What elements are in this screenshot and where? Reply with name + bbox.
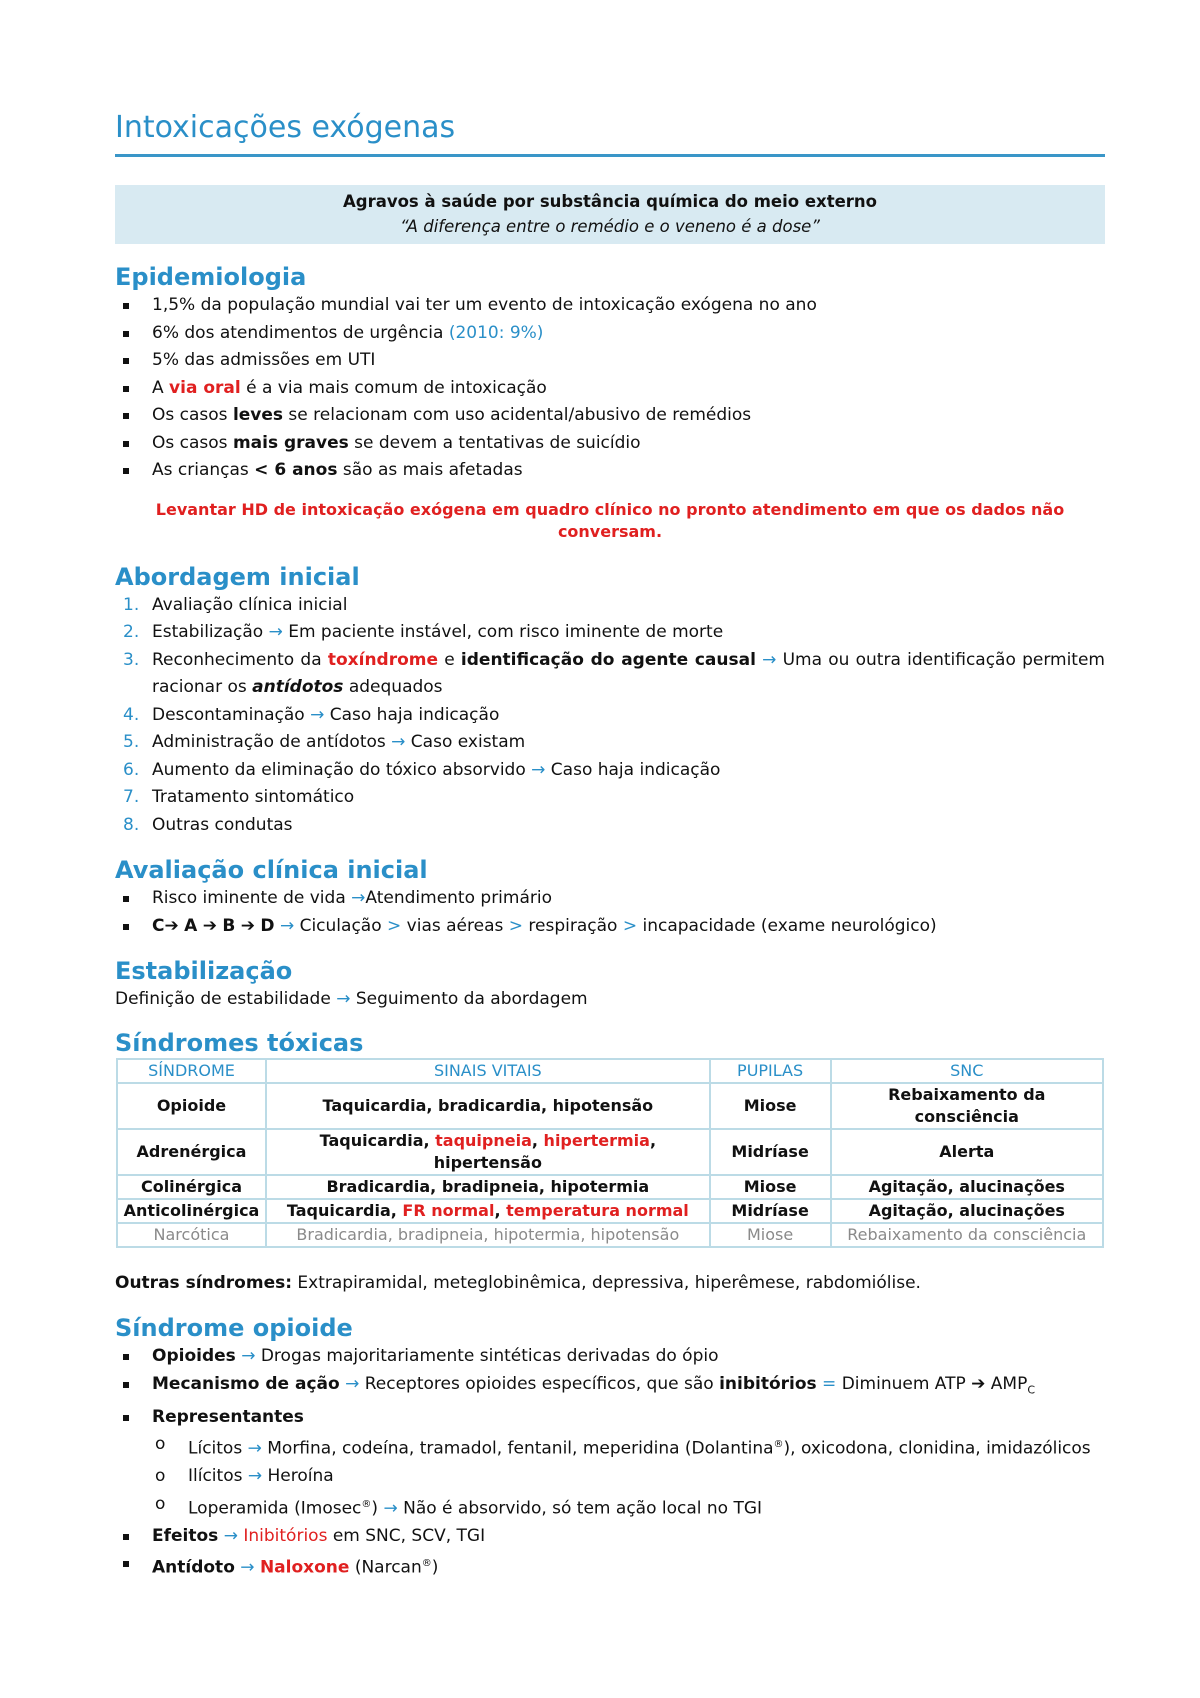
- list-item: 6. Aumento da eliminação do tóxico absorvido → Caso haja indicação: [123, 759, 721, 780]
- clinical-alert: Levantar HD de intoxicação exógena em quadro clínico no pronto atendimento em que os dados não conversam.: [155, 499, 1065, 542]
- arrow-head-icon: ➔: [164, 915, 179, 936]
- list-item: Antídoto → Naloxone (Narcan®): [115, 1550, 1105, 1582]
- list-item: o Lícitos → Morfina, codeína, tramadol, fentanil, meperidina (Dolantina®), oxicodona, clonidina, imidazólicos: [155, 1434, 1091, 1459]
- list-item: 5. Administração de antídotos → Caso existam: [123, 732, 526, 753]
- list-item: As crianças < 6 anos são as mais afetadas: [115, 457, 1105, 485]
- table-row: Colinérgica Bradicardia, bradipneia, hipotermia Miose Agitação, alucinações: [117, 1175, 1103, 1199]
- list-item: o Ilícitos → Heroína: [155, 1466, 334, 1487]
- column-header: PUPILAS: [710, 1059, 831, 1083]
- list-item: Opioides → Drogas majoritariamente sintéticas derivadas do ópio: [115, 1343, 1105, 1371]
- heading-estabilizacao: Estabilização: [115, 957, 293, 986]
- avaliacao-list: [115, 885, 1105, 940]
- list-item: A via oral é a via mais comum de intoxicação: [115, 375, 1105, 403]
- arrow-icon: →: [345, 1373, 360, 1394]
- list-item: Os casos leves se relacionam com uso acidental/abusivo de remédios: [115, 402, 1105, 430]
- opioide-list: [115, 1343, 1105, 1582]
- estabilizacao-text: Definição de estabilidade → Seguimento da abordagem: [115, 989, 588, 1010]
- table-row: Anticolinérgica Taquicardia, FR normal, temperatura normal Midríase Agitação, alucinações: [117, 1199, 1103, 1223]
- representantes-list: [115, 1431, 1105, 1523]
- list-item: Risco iminente de vida →Atendimento primário: [115, 885, 1105, 913]
- table-header-row: [117, 1059, 1103, 1083]
- arrow-icon: →: [223, 1525, 238, 1546]
- list-item: 1. Avaliação clínica inicial: [123, 594, 348, 615]
- list-item: Mecanismo de ação → Receptores opioides específicos, que são inibitórios = Diminuem ATP ➔ $AMP_C$: [115, 1371, 1105, 1404]
- callout-definition: Agravos à saúde por substância química do meio externo: [342, 192, 877, 211]
- column-header: SNC: [831, 1059, 1103, 1083]
- table-row: Narcótica Bradicardia, bradipneia, hipotermia, hipotensão Miose Rebaixamento da consciência: [117, 1223, 1103, 1247]
- table-row: Opioide Taquicardia, bradicardia, hipotensão Miose Rebaixamento da consciência: [117, 1083, 1103, 1129]
- callout-quote: “A diferença entre o remédio e o veneno é a dose”: [400, 216, 820, 236]
- heading-abordagem-inicial: Abordagem inicial: [115, 562, 360, 591]
- list-item: Efeitos → Inibitórios em SNC, SCV, TGI: [115, 1523, 1105, 1551]
- arrow-icon: →: [240, 1558, 255, 1579]
- document-title: Intoxicações exógenas: [115, 110, 1105, 157]
- list-item: 6% dos atendimentos de urgência (2010: 9%): [115, 320, 1105, 348]
- arrow-icon: →: [531, 759, 546, 780]
- heading-sindromes-toxicas: Síndromes tóxicas: [115, 1028, 364, 1057]
- abordagem-list: [115, 592, 1105, 840]
- arrow-icon: →: [336, 989, 351, 1010]
- toxic-syndromes-table: [116, 1058, 1104, 1248]
- column-header: SÍNDROME: [117, 1059, 266, 1083]
- heading-sindrome-opioide: Síndrome opioide: [115, 1314, 353, 1343]
- arrow-icon: →: [351, 888, 366, 909]
- list-item: 4. Descontaminação → Caso haja indicação: [123, 704, 500, 725]
- list-item: Os casos mais graves se devem a tentativas de suicídio: [115, 430, 1105, 458]
- list-item: 3. Reconhecimento da toxíndrome e identificação do agente causal → Uma ou outra identificação permitem racionar os antídotos adequados: [123, 649, 1105, 698]
- heading-avaliacao-clinica: Avaliação clínica inicial: [115, 856, 428, 885]
- definition-callout: [115, 185, 1105, 244]
- list-item: 8. Outras condutas: [123, 814, 293, 835]
- list-item: 2. Estabilização → Em paciente instável, com risco iminente de morte: [123, 622, 724, 643]
- arrow-icon: →: [241, 1346, 256, 1367]
- stat-2010: (2010: 9%): [448, 322, 544, 343]
- arrow-icon: →: [268, 622, 283, 643]
- list-item: 1,5% da população mundial vai ter um evento de intoxicação exógena no ano: [115, 292, 1105, 320]
- arrow-icon: →: [383, 1498, 398, 1519]
- arrow-icon: →: [279, 915, 295, 936]
- epidemiologia-list: [115, 292, 1105, 485]
- arrow-head-icon: ➔: [971, 1373, 986, 1394]
- arrow-icon: →: [247, 1438, 262, 1459]
- list-item: 5% das admissões em UTI: [115, 347, 1105, 375]
- arrow-head-icon: ➔: [202, 915, 217, 936]
- table-row: Adrenérgica Taquicardia, taquipneia, hipertermia, hipertensão Midríase Alerta: [117, 1129, 1103, 1175]
- arrow-head-icon: ➔: [240, 915, 255, 936]
- list-item: C➔ A ➔ B ➔ D → Ciculação > vias aéreas > respiração > incapacidade (exame neurológico): [115, 913, 1105, 941]
- arrow-icon: →: [247, 1466, 263, 1487]
- list-item: o Loperamida (Imosec®) → Não é absorvido, só tem ação local no TGI: [155, 1493, 763, 1519]
- other-syndromes: Outras síndromes: Extrapiramidal, meteglobinêmica, depressiva, hiperêmese, rabdomiólise.: [115, 1272, 921, 1293]
- document-content: [115, 110, 1105, 1583]
- arrow-icon: →: [391, 732, 406, 753]
- arrow-icon: →: [762, 649, 777, 670]
- arrow-icon: →: [310, 704, 325, 725]
- list-item: Representantes o Lícitos → Morfina, codeína, tramadol, fentanil, meperidina (Dolantina®), oxicodona, clonidina, imidazólicos o Ilícitos → Heroína o Loperamida (Imosec®) → Não é absorvido, só tem ação local no TGI: [115, 1404, 1105, 1523]
- column-header: SINAIS VITAIS: [266, 1059, 710, 1083]
- heading-epidemiologia: Epidemiologia: [115, 263, 307, 292]
- list-item: 7. Tratamento sintomático: [123, 787, 355, 808]
